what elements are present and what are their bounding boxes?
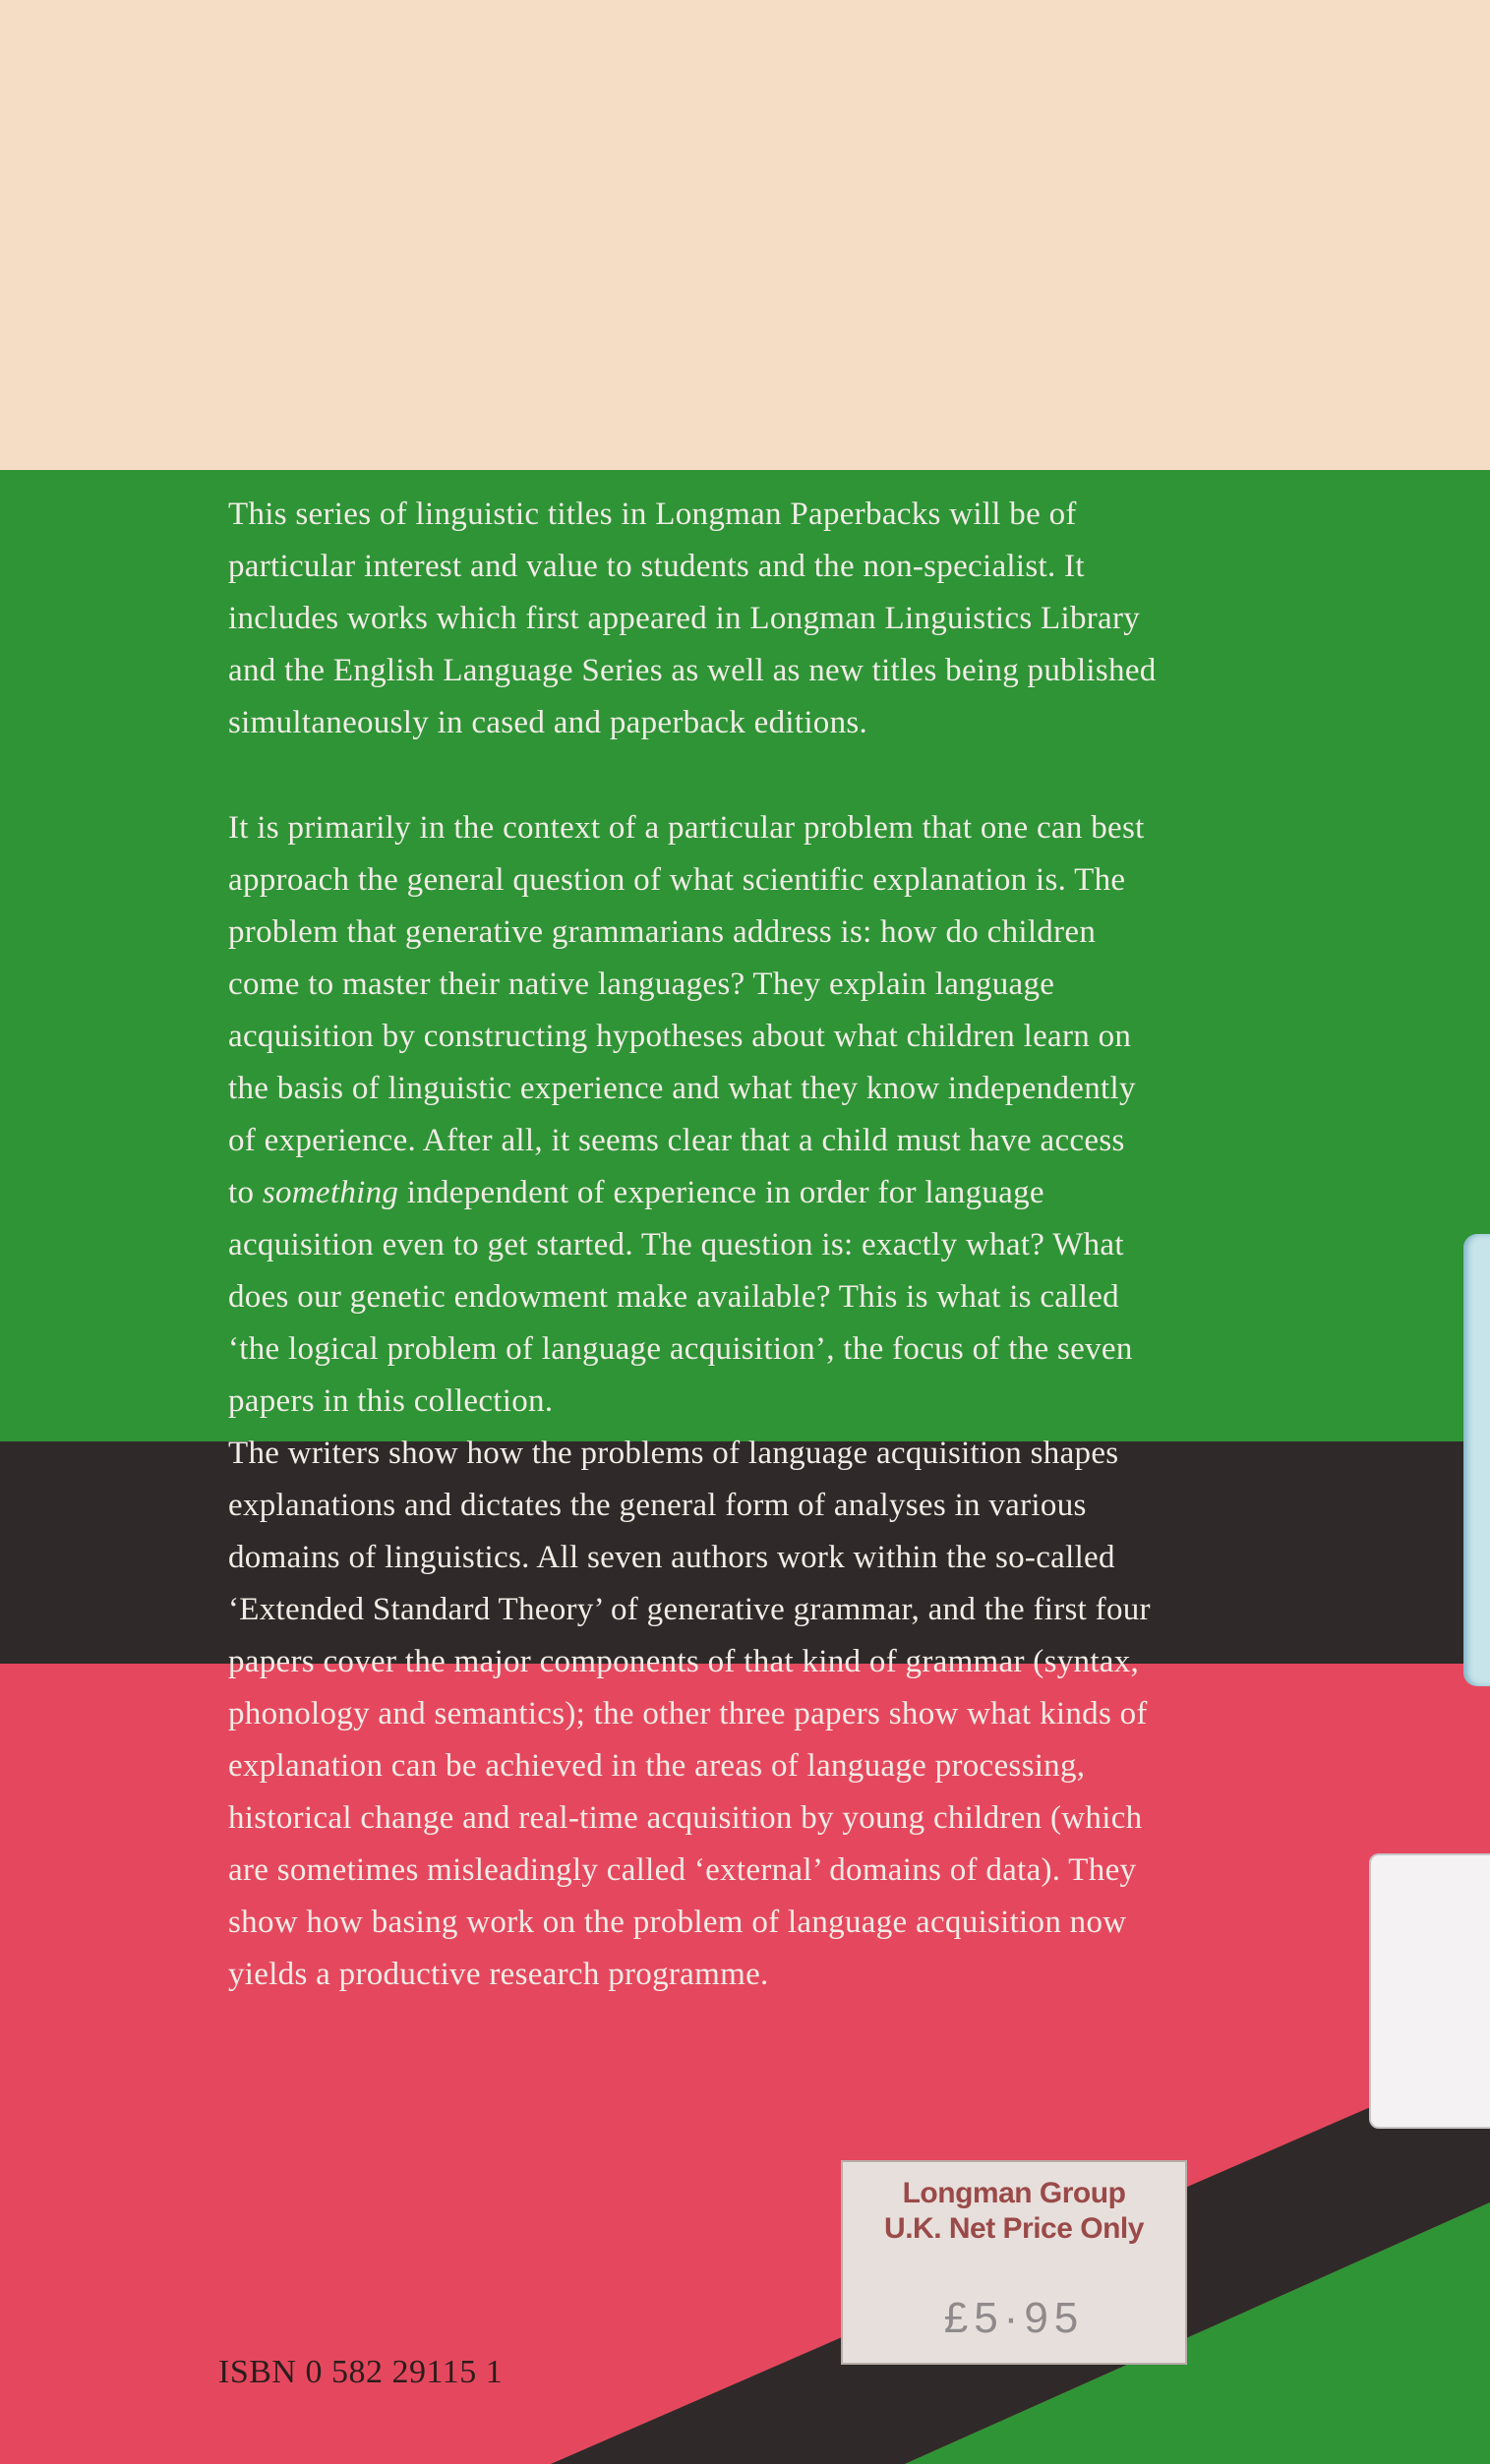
blurb-paragraph-writers: The writers show how the problems of language acquisition shapes explanations and dictates the general form of analyses in various domains of linguistics. All seven authors work within the so-called ‘Extended Standard Theory’ of generative grammar, and the first four papers cover the major components of that kind of grammar (syntax, phonology and semantics); the other three papers show what kinds of explanation can be achieved in the areas of language processing, historical change and real-time acquisition by young children (which are sometimes misleadingly called ‘external’ domains of data). They show how basing work on the problem of language acquisition now yields a productive research programme. xyxy=(228,1436,1151,1992)
stamp-line-net-price: U.K. Net Price Only xyxy=(884,2212,1144,2245)
blurb-emphasis-something: something xyxy=(262,1175,399,1210)
price-stamp xyxy=(843,2176,1185,2247)
blurb-text xyxy=(228,489,1389,2001)
blurb-paragraph-series: This series of linguistic titles in Longman Paperbacks will be of particular interest and value to students and the non-specialist. It includes works which first appeared in Longman Linguistics Library and the English Language Series as well as new titles being published simultaneously in cased and paperback editions. xyxy=(228,497,1157,740)
price-value: £5·95 xyxy=(943,2294,1085,2342)
isbn-number: ISBN 0 582 29115 1 xyxy=(218,2354,504,2390)
tape-residue xyxy=(1463,1234,1490,1686)
blurb-paragraph-problem-start: It is primarily in the context of a particular problem that one can best approach the general question of what scientific explanation is. The problem that generative grammarians address is: how do children come to master their native languages? They explain language acquisition by constructing hypotheses about what children learn on the basis of linguistic experience and what they know independently of experience. After all, it seems clear that a child must have access to xyxy=(228,810,1145,1210)
blurb-paragraph-problem xyxy=(228,802,1389,1428)
blurb-paragraph-problem-end: independent of experience in order for language acquisition even to get started. The question is: exactly what? What does our genetic endowment make available? This is what is called ‘the logical problem of language acquisition’, the focus of the seven papers in this collection. xyxy=(228,1175,1133,1419)
price-sticker xyxy=(841,2160,1187,2365)
stamp-line-publisher: Longman Group xyxy=(902,2177,1126,2209)
